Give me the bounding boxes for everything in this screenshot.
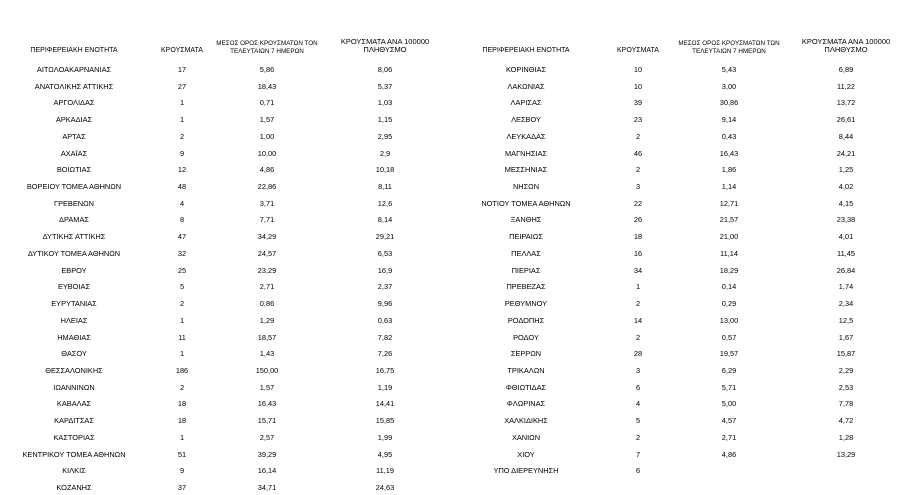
cell-avg-7-days: 1,57 <box>259 382 275 392</box>
cell-cases: 5 <box>635 416 641 426</box>
cell-region: ΚΟΖΑΝΗΣ <box>56 483 92 492</box>
cell-cases: 2 <box>635 332 641 342</box>
cell-per-100k: 2,37 <box>377 282 393 292</box>
table-row <box>0 263 452 278</box>
cell-avg-7-days: 5,86 <box>259 65 275 74</box>
cell-per-100k: 16,9 <box>377 265 393 275</box>
cell-cases: 51 <box>177 449 187 459</box>
cell-per-100k: 8,14 <box>377 215 393 225</box>
cell-cases: 3 <box>635 182 641 192</box>
cell-avg-7-days: 2,71 <box>721 432 737 442</box>
cell-avg-7-days: 18,57 <box>257 332 277 342</box>
cell-region: ΚΟΡΙΝΘΙΑΣ <box>505 65 547 74</box>
cell-per-100k: 14,41 <box>375 399 395 409</box>
table-row <box>0 246 452 261</box>
table-row <box>0 346 452 361</box>
table-row <box>456 179 908 194</box>
cell-per-100k: 7,26 <box>377 349 393 359</box>
cell-per-100k: 1,67 <box>838 332 854 342</box>
table-row <box>456 79 908 94</box>
cell-avg-7-days: 1,00 <box>259 131 275 141</box>
cell-avg-7-days: 16,14 <box>257 466 277 476</box>
cell-avg-7-days: 150,00 <box>255 365 279 375</box>
cell-region: ΣΕΡΡΩΝ <box>510 349 542 359</box>
cell-region: ΕΒΡΟΥ <box>61 265 87 275</box>
table-row <box>456 129 908 144</box>
cell-region: ΞΑΝΘΗΣ <box>510 215 542 225</box>
header-region: ΠΕΡΙΦΕΡΕΙΑΚΗ ΕΝΟΤΗΤΑ <box>30 47 118 54</box>
cell-avg-7-days: 1,57 <box>259 115 275 125</box>
cell-avg-7-days: 5,00 <box>721 399 737 409</box>
table-row <box>0 162 452 177</box>
cell-region: ΠΕΙΡΑΙΩΣ <box>509 232 543 242</box>
cell-per-100k: 2,53 <box>838 382 854 392</box>
cell-per-100k: 1,74 <box>838 282 854 292</box>
cell-per-100k: 10,18 <box>375 165 395 175</box>
cell-per-100k: 13,29 <box>836 449 856 459</box>
cell-avg-7-days: 1,86 <box>721 165 737 175</box>
table-row <box>456 313 908 328</box>
cell-cases: 9 <box>179 466 185 476</box>
cell-avg-7-days: 3,71 <box>259 198 275 208</box>
cell-cases: 3 <box>635 365 641 375</box>
cell-region: ΚΑΣΤΟΡΙΑΣ <box>53 432 95 442</box>
table-row <box>456 380 908 395</box>
table-row <box>0 463 452 478</box>
table-row <box>0 447 452 462</box>
cell-per-100k: 6,53 <box>377 248 393 258</box>
header-cases: ΚΡΟΥΣΜΑΤΑ <box>161 47 203 54</box>
cell-cases: 8 <box>179 215 185 225</box>
cell-per-100k: 1,28 <box>838 432 854 442</box>
cell-per-100k: 4,72 <box>838 416 854 426</box>
cell-avg-7-days: 1,29 <box>259 315 275 325</box>
cell-cases: 9 <box>179 148 185 158</box>
cell-avg-7-days: 12,71 <box>719 198 739 208</box>
table-row <box>456 146 908 161</box>
cell-avg-7-days: 18,43 <box>257 81 277 91</box>
table-row <box>456 363 908 378</box>
cell-cases: 2 <box>635 165 641 175</box>
table-row <box>0 62 452 77</box>
table-row <box>0 396 452 411</box>
cell-region: ΚΑΒΑΛΑΣ <box>56 399 92 409</box>
cell-avg-7-days: 13,00 <box>719 315 739 325</box>
cell-cases: 2 <box>635 299 641 309</box>
cell-region: ΡΕΘΥΜΝΟΥ <box>504 299 548 309</box>
cell-avg-7-days: 1,43 <box>259 349 275 359</box>
cell-per-100k: 24,63 <box>375 483 395 492</box>
cell-cases: 2 <box>179 131 185 141</box>
cell-region: ΘΕΣΣΑΛΟΝΙΚΗΣ <box>45 365 103 375</box>
cell-cases: 46 <box>633 148 643 158</box>
cell-region: ΧΑΝΙΩΝ <box>511 432 541 442</box>
cell-avg-7-days: 39,29 <box>257 449 277 459</box>
table-row <box>0 112 452 127</box>
table-row <box>456 296 908 311</box>
table-row <box>0 313 452 328</box>
cell-cases: 2 <box>179 382 185 392</box>
cell-cases: 22 <box>633 198 643 208</box>
header-avg-line1: ΜΕΣΟΣ ΟΡΟΣ ΚΡΟΥΣΜΑΤΩΝ ΤΩΝ <box>678 40 780 47</box>
cell-avg-7-days: 10,00 <box>257 148 277 158</box>
cell-per-100k: 7,78 <box>838 399 854 409</box>
cell-avg-7-days: 15,71 <box>257 416 277 426</box>
cell-cases: 26 <box>633 215 643 225</box>
table-row <box>0 212 452 227</box>
header-avg-line2: ΤΕΛΕΥΤΑΙΩΝ 7 ΗΜΕΡΩΝ <box>692 48 766 55</box>
cell-per-100k: 4,95 <box>377 449 393 459</box>
cell-avg-7-days: 2,71 <box>259 282 275 292</box>
cell-per-100k: 4,01 <box>838 232 854 242</box>
cell-region: ΦΛΩΡΙΝΑΣ <box>506 399 546 409</box>
cell-cases: 12 <box>177 165 187 175</box>
cell-region: ΝΟΤΙΟΥ ΤΟΜΕΑ ΑΘΗΝΩΝ <box>481 198 571 208</box>
table-row <box>456 196 908 211</box>
cell-avg-7-days: 23,29 <box>257 265 277 275</box>
cell-region: ΛΑΚΩΝΙΑΣ <box>507 81 545 91</box>
cell-region: ΑΙΤΩΛΟΑΚΑΡΝΑΝΙΑΣ <box>36 65 112 74</box>
table-row <box>0 296 452 311</box>
cell-avg-7-days: 18,29 <box>719 265 739 275</box>
table-row <box>456 430 908 445</box>
header-avg-line2: ΤΕΛΕΥΤΑΙΩΝ 7 ΗΜΕΡΩΝ <box>230 48 304 55</box>
cell-avg-7-days: 1,14 <box>721 182 737 192</box>
cell-per-100k: 2,34 <box>838 299 854 309</box>
cell-cases: 10 <box>633 81 643 91</box>
cell-cases: 1 <box>179 315 185 325</box>
cell-region: ΚΑΡΔΙΤΣΑΣ <box>54 416 94 426</box>
cell-per-100k: 29,21 <box>375 232 395 242</box>
cell-cases: 14 <box>633 315 643 325</box>
table-row <box>456 396 908 411</box>
header-avg-line1: ΜΕΣΟΣ ΟΡΟΣ ΚΡΟΥΣΜΑΤΩΝ ΤΟΝ <box>216 40 318 47</box>
cell-avg-7-days: 0,57 <box>721 332 737 342</box>
cell-avg-7-days: 5,71 <box>721 382 737 392</box>
header-region: ΠΕΡΙΦΕΡΕΙΑΚΗ ΕΝΟΤΗΤΑ <box>482 47 570 54</box>
table-row <box>0 196 452 211</box>
cell-cases: 1 <box>179 115 185 125</box>
cell-per-100k: 23,38 <box>836 215 856 225</box>
cell-region: ΚΙΛΚΙΣ <box>62 466 86 476</box>
cell-cases: 4 <box>179 198 185 208</box>
cell-cases: 11 <box>178 332 186 342</box>
cell-cases: 18 <box>177 399 187 409</box>
cell-cases: 6 <box>635 466 641 476</box>
cell-region: ΗΜΑΘΙΑΣ <box>57 332 91 342</box>
table-row <box>456 62 908 77</box>
cell-cases: 4 <box>635 399 641 409</box>
cell-region: ΒΟΡΕΙΟΥ ΤΟΜΕΑ ΑΘΗΝΩΝ <box>26 182 122 192</box>
cell-per-100k: 7,82 <box>377 332 393 342</box>
cell-region: ΛΕΥΚΑΔΑΣ <box>506 131 546 141</box>
cell-per-100k: 4,02 <box>838 182 854 192</box>
cell-avg-7-days: 2,57 <box>259 432 275 442</box>
cell-per-100k: 11,45 <box>837 248 855 258</box>
cell-cases: 1 <box>179 98 185 108</box>
cell-avg-7-days: 11,14 <box>720 248 738 258</box>
cell-per-100k: 4,15 <box>838 198 854 208</box>
table-row <box>0 79 452 94</box>
header-per-100k <box>325 38 445 54</box>
cell-per-100k: 11,22 <box>837 81 855 91</box>
cell-region: ΙΩΑΝΝΙΝΩΝ <box>53 382 95 392</box>
cell-per-100k: 26,84 <box>836 265 856 275</box>
table-row <box>456 463 908 478</box>
cell-cases: 39 <box>633 98 643 108</box>
cell-per-100k: 13,72 <box>836 98 856 108</box>
cell-region: ΧΑΛΚΙΔΙΚΗΣ <box>504 416 548 426</box>
cell-avg-7-days: 4,86 <box>721 449 737 459</box>
table-row <box>456 229 908 244</box>
cell-region: ΝΗΣΩΝ <box>512 182 540 192</box>
cell-region: ΑΝΑΤΟΛΙΚΗΣ ΑΤΤΙΚΗΣ <box>34 81 114 91</box>
cell-cases: 28 <box>633 349 643 359</box>
cell-avg-7-days: 6,29 <box>721 365 737 375</box>
cell-region: ΑΡΓΟΛΙΔΑΣ <box>53 98 95 108</box>
cell-region: ΡΟΔΟΠΗΣ <box>507 315 545 325</box>
cell-avg-7-days: 0,86 <box>259 299 275 309</box>
cell-avg-7-days: 16,43 <box>719 148 739 158</box>
cell-avg-7-days: 0,14 <box>721 282 737 292</box>
cell-region: ΦΘΙΩΤΙΔΑΣ <box>505 382 547 392</box>
cell-region: ΧΙΟΥ <box>517 449 535 459</box>
cell-avg-7-days: 24,57 <box>257 248 277 258</box>
table-row <box>456 413 908 428</box>
cell-avg-7-days: 19,57 <box>719 349 739 359</box>
cell-region: ΜΑΓΝΗΣΙΑΣ <box>505 148 547 158</box>
header-per100k-line2: ΠΛΗΘΥΣΜΟ <box>363 45 407 54</box>
cell-region: ΒΟΙΩΤΙΑΣ <box>56 165 92 175</box>
cell-per-100k: 1,99 <box>377 432 393 442</box>
cell-region: ΜΕΣΣΗΝΙΑΣ <box>504 165 548 175</box>
cell-avg-7-days: 34,29 <box>257 232 277 242</box>
cell-per-100k: 26,61 <box>836 115 856 125</box>
table-row <box>456 279 908 294</box>
cell-cases: 18 <box>633 232 643 242</box>
cell-cases: 7 <box>635 449 641 459</box>
cell-cases: 2 <box>635 432 641 442</box>
cell-region: ΑΡΤΑΣ <box>62 131 86 141</box>
cell-region: ΔΡΑΜΑΣ <box>59 215 89 225</box>
cell-cases: 16 <box>633 248 643 258</box>
table-row <box>456 212 908 227</box>
cell-avg-7-days: 21,00 <box>719 232 739 242</box>
table-row <box>0 330 452 345</box>
cell-cases: 17 <box>177 65 187 74</box>
cell-avg-7-days: 0,43 <box>721 131 737 141</box>
table-row <box>0 146 452 161</box>
cell-per-100k: 1,15 <box>377 115 393 125</box>
cell-per-100k: 15,87 <box>836 349 856 359</box>
cell-avg-7-days: 21,57 <box>719 215 739 225</box>
cell-cases: 6 <box>635 382 641 392</box>
cell-region: ΔΥΤΙΚΟΥ ΤΟΜΕΑ ΑΘΗΝΩΝ <box>27 248 121 258</box>
table-row <box>456 246 908 261</box>
cell-region: ΔΥΤΙΚΗΣ ΑΤΤΙΚΗΣ <box>42 232 106 242</box>
cell-per-100k: 2,9 <box>379 148 391 158</box>
cell-cases: 37 <box>177 483 187 492</box>
cell-avg-7-days: 22,86 <box>257 182 277 192</box>
cell-per-100k: 8,11 <box>378 182 392 192</box>
cell-avg-7-days: 4,57 <box>721 416 737 426</box>
table-row <box>456 95 908 110</box>
table-row <box>456 346 908 361</box>
cell-region: ΠΡΕΒΕΖΑΣ <box>506 282 546 292</box>
table-row <box>0 363 452 378</box>
cell-per-100k: 8,44 <box>838 131 854 141</box>
cell-region: ΛΕΣΒΟΥ <box>511 115 541 125</box>
table-row <box>0 430 452 445</box>
cell-cases: 48 <box>177 182 187 192</box>
cell-region: ΚΕΝΤΡΙΚΟΥ ΤΟΜΕΑ ΑΘΗΝΩΝ <box>22 449 126 459</box>
cell-avg-7-days: 30,86 <box>719 98 739 108</box>
cell-per-100k: 24,21 <box>836 148 856 158</box>
cell-per-100k: 12,6 <box>377 198 393 208</box>
cell-region: ΥΠΟ ΔΙΕΡΕΥΝΗΣΗ <box>493 466 559 476</box>
cell-cases: 25 <box>177 265 187 275</box>
cell-region: ΑΧΑΪΑΣ <box>60 148 88 158</box>
header-per100k-line2: ΠΛΗΘΥΣΜΟ <box>824 45 868 54</box>
cell-avg-7-days: 9,14 <box>721 115 737 125</box>
cell-avg-7-days: 3,00 <box>721 81 737 91</box>
cell-per-100k: 1,03 <box>377 98 393 108</box>
table-row <box>0 413 452 428</box>
cell-region: ΓΡΕΒΕΝΩΝ <box>54 198 94 208</box>
cell-per-100k: 1,19 <box>377 382 393 392</box>
header-cases: ΚΡΟΥΣΜΑΤΑ <box>617 47 659 54</box>
cell-region: ΘΑΣΟΥ <box>61 349 87 359</box>
cell-cases: 1 <box>635 282 641 292</box>
cell-avg-7-days: 16,43 <box>257 399 277 409</box>
cell-per-100k: 11,19 <box>376 466 394 476</box>
header-per-100k <box>786 38 906 54</box>
cell-per-100k: 9,96 <box>377 299 393 309</box>
table-row <box>0 229 452 244</box>
cell-cases: 5 <box>179 282 185 292</box>
table-row <box>0 380 452 395</box>
cell-per-100k: 6,89 <box>838 65 854 74</box>
cell-cases: 34 <box>633 265 643 275</box>
header-per100k-line1: ΚΡΟΥΣΜΑΤΑ ΑΝΑ 100000 <box>340 37 430 46</box>
cell-cases: 27 <box>177 81 187 91</box>
cell-region: ΠΕΛΛΑΣ <box>511 248 541 258</box>
cell-per-100k: 15,85 <box>375 416 395 426</box>
cell-cases: 18 <box>177 416 187 426</box>
cell-per-100k: 0,63 <box>377 315 393 325</box>
cell-per-100k: 1,25 <box>838 165 854 175</box>
cell-per-100k: 12,5 <box>838 315 854 325</box>
cell-per-100k: 5,37 <box>377 81 393 91</box>
cell-cases: 1 <box>179 432 185 442</box>
table-row <box>0 95 452 110</box>
cell-region: ΕΥΡΥΤΑΝΙΑΣ <box>51 299 97 309</box>
cell-cases: 23 <box>633 115 643 125</box>
header-per100k-line1: ΚΡΟΥΣΜΑΤΑ ΑΝΑ 100000 <box>801 37 891 46</box>
table-row <box>456 112 908 127</box>
cell-region: ΤΡΙΚΑΛΩΝ <box>507 365 545 375</box>
cell-cases: 47 <box>177 232 187 242</box>
cell-per-100k: 16,75 <box>375 365 395 375</box>
header-avg-7-days <box>669 40 789 56</box>
cell-region: ΑΡΚΑΔΙΑΣ <box>55 115 93 125</box>
table-row <box>456 162 908 177</box>
header-avg-7-days <box>207 40 327 56</box>
cell-avg-7-days: 7,71 <box>259 215 275 225</box>
cell-avg-7-days: 34,71 <box>257 483 277 492</box>
cell-avg-7-days: 4,86 <box>259 165 275 175</box>
cell-avg-7-days: 0,71 <box>259 98 275 108</box>
table-row <box>0 179 452 194</box>
cell-region: ΠΙΕΡΙΑΣ <box>511 265 541 275</box>
table-row <box>456 330 908 345</box>
table-row <box>0 279 452 294</box>
table-row <box>456 447 908 462</box>
cell-cases: 10 <box>633 65 643 74</box>
table-row <box>0 129 452 144</box>
cell-cases: 32 <box>177 248 187 258</box>
table-row <box>456 263 908 278</box>
cell-region: ΛΑΡΙΣΑΣ <box>510 98 542 108</box>
cell-region: ΡΟΔΟΥ <box>513 332 539 342</box>
cell-avg-7-days: 5,43 <box>721 65 737 74</box>
cell-per-100k: 2,95 <box>377 131 393 141</box>
cell-avg-7-days: 0,29 <box>721 299 737 309</box>
cell-per-100k: 8,06 <box>377 65 393 74</box>
cell-cases: 2 <box>635 131 641 141</box>
cell-cases: 1 <box>179 349 185 359</box>
cell-per-100k: 2,29 <box>838 365 854 375</box>
cell-region: ΗΛΕΙΑΣ <box>60 315 88 325</box>
cell-region: ΕΥΒΟΙΑΣ <box>57 282 91 292</box>
cell-cases: 186 <box>175 365 189 375</box>
cell-cases: 2 <box>179 299 185 309</box>
